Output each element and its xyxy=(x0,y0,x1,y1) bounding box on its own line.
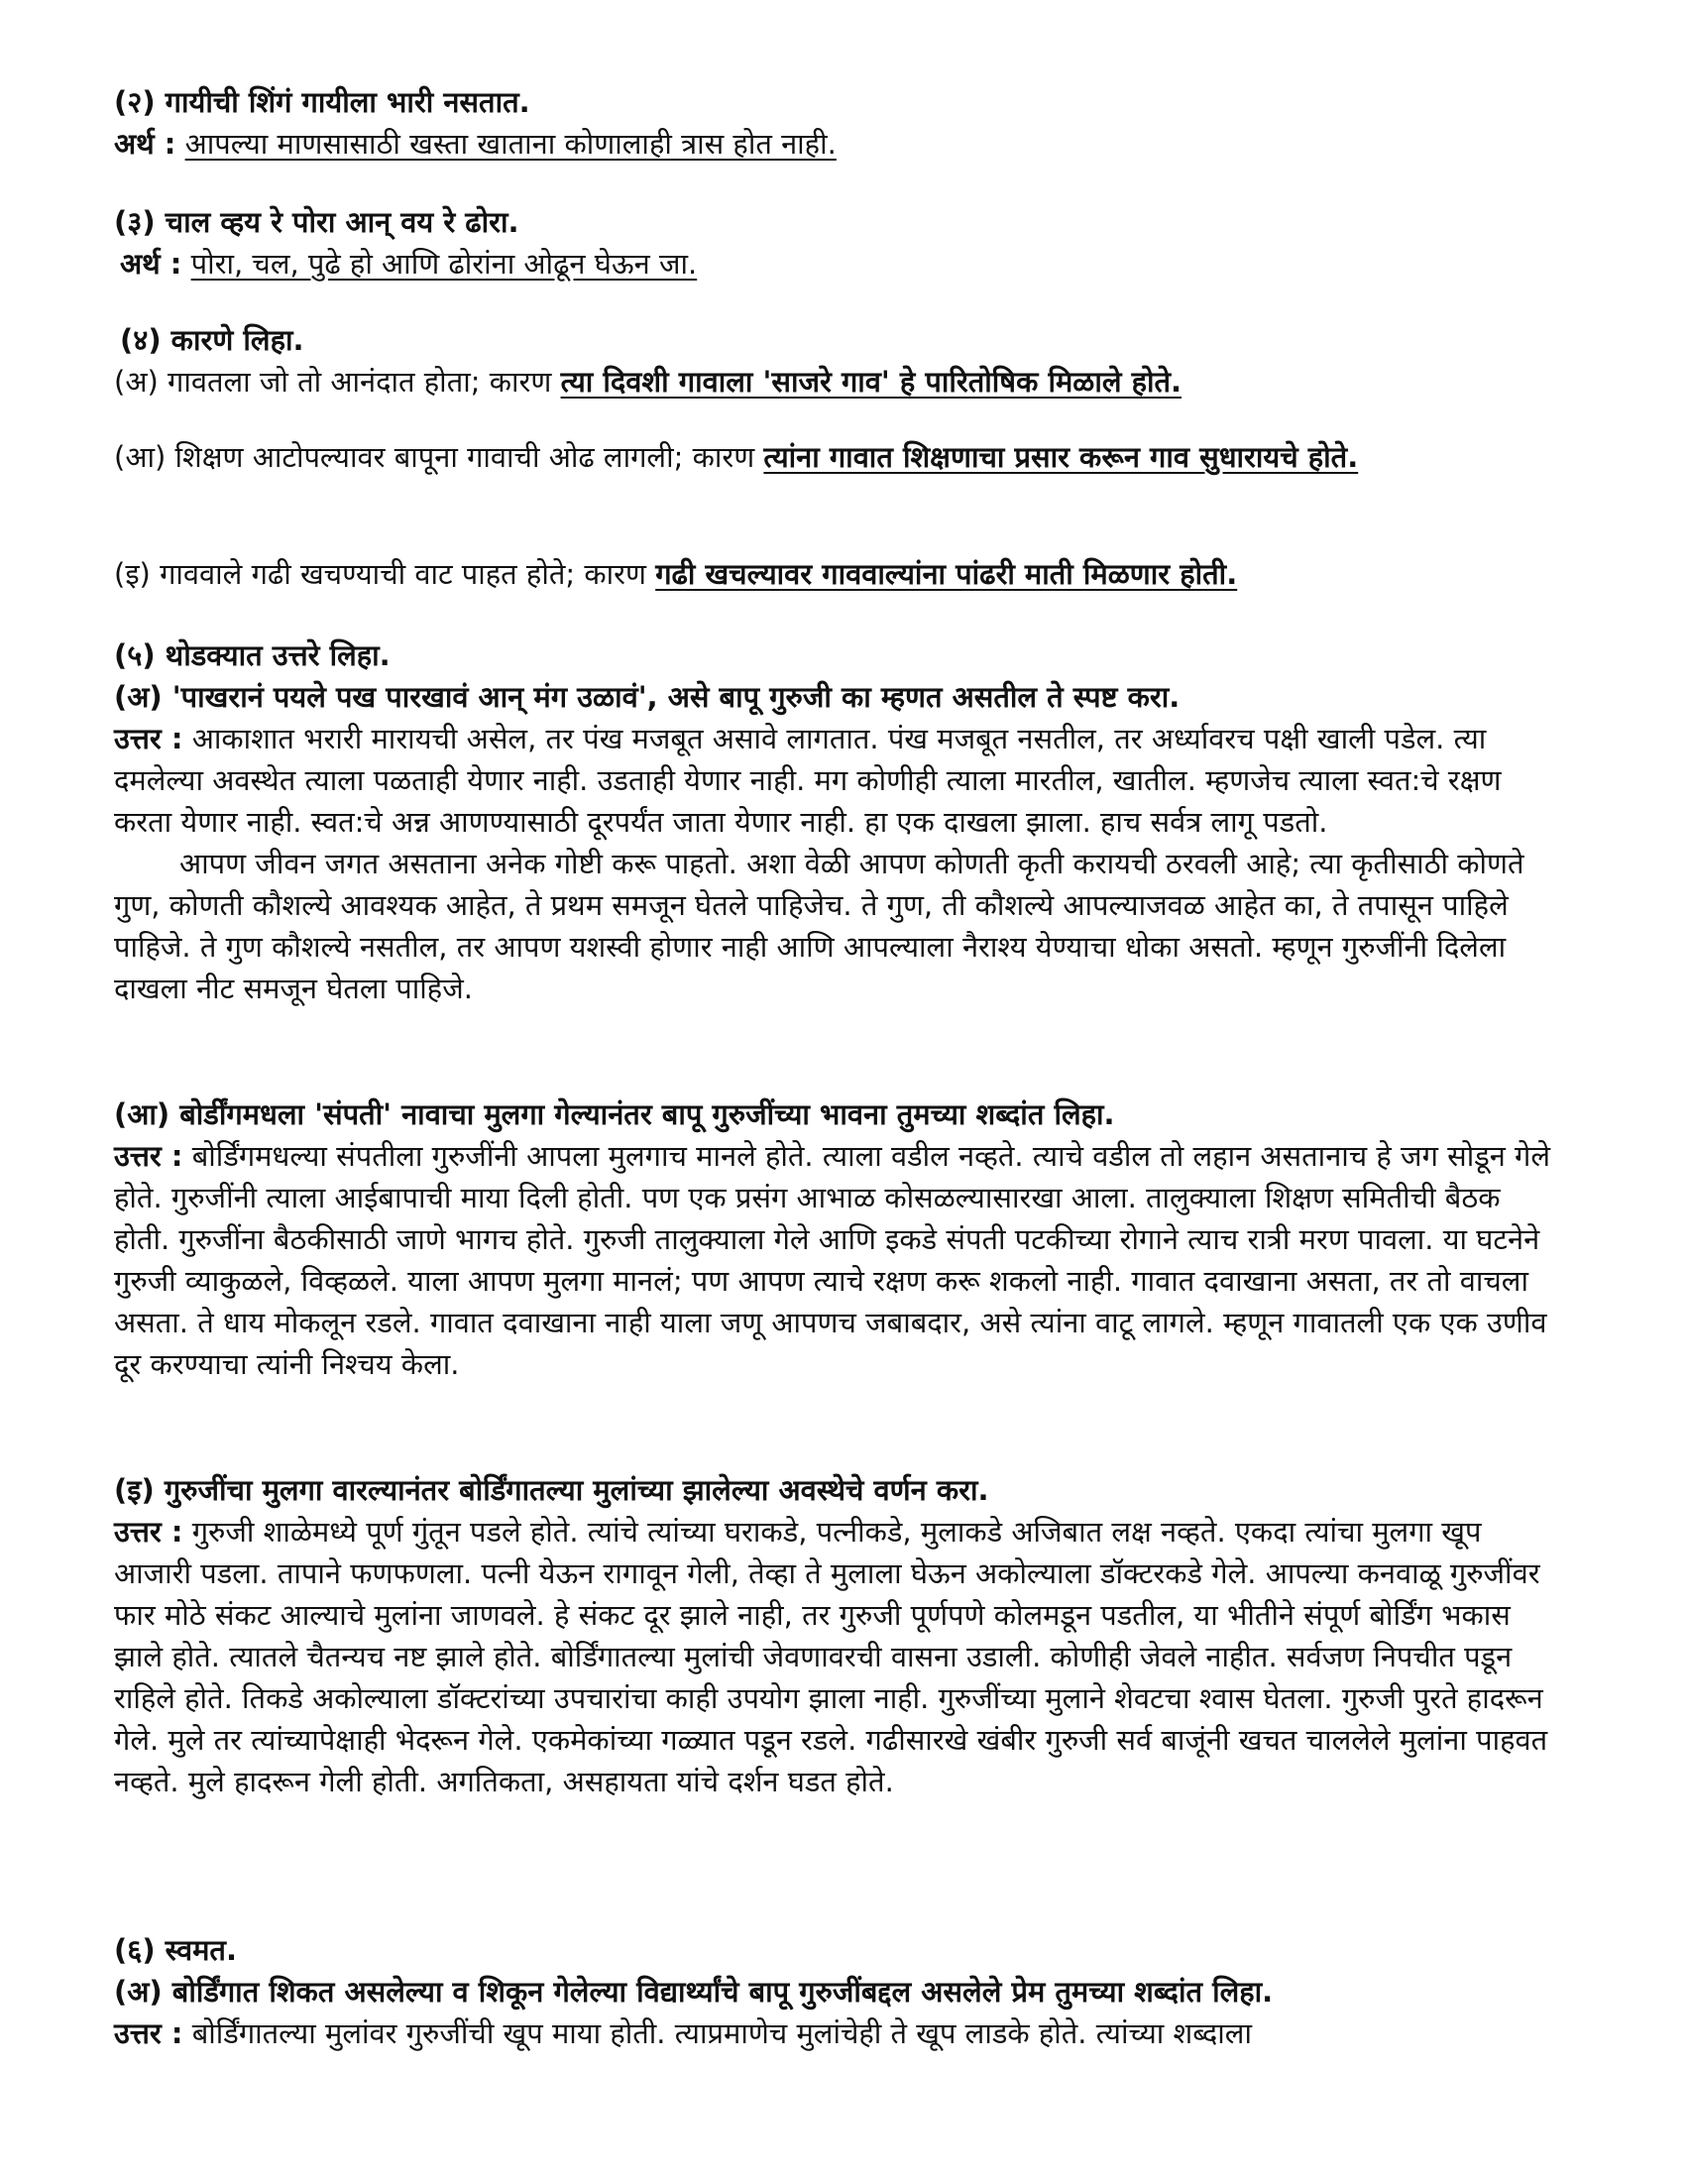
q6-a-answer-text: बोर्डिंगातल्या मुलांवर गुरुजींची खूप माया होती. त्याप्रमाणेच मुलांचेही ते खूप लाडके होते. त्यांच्या शब्दाला xyxy=(191,2016,1252,2050)
q5-block xyxy=(114,634,1561,1009)
q3-title: (३) चाल व्हय रे पोरा आन् वय रे ढोरा. xyxy=(114,205,519,239)
q2-block xyxy=(114,81,1561,165)
q3-block xyxy=(114,201,1561,285)
q4-item-aa xyxy=(114,436,1561,478)
q5-a-answer-p2: आपण जीवन जगत असताना अनेक गोष्टी करू पाहतो. अशा वेळी आपण कोणती कृती करायची ठरवली आहे; त्या कृतीसाठी कोणते गुण, कोणती कौशल्ये आवश्यक आहेत, ते प्रथम समजून घेतले पाहिजेच. ते गुण, ती कौशल्ये आपल्याजवळ आहेत का, ते तपासून पाहिले पाहिजे. ते गुण कौशल्ये नसतील, तर आपण यशस्वी होणार नाही आणि आपल्याला नैराश्य येण्याचा धोका असतो. म्हणून गुरुजींनी दिलेला दाखला नीट समजून घेतला पाहिजे. xyxy=(114,847,1524,1005)
q3-meaning: पोरा, चल, पुढे हो आणि ढोरांना ओढून घेऊन जा. xyxy=(190,247,698,281)
q5-a-answer-p1: आकाशात भरारी मारायची असेल, तर पंख मजबूत असावे लागतात. पंख मजबूत नसतील, तर अर्ध्यावरच पक्षी खाली पडेल. त्या दमलेल्या अवस्थेत त्याला पळताही येणार नाही. उडताही येणार नाही. मग कोणीही त्याला मारतील, खातील. म्हणजेच त्याला स्वत:चे रक्षण करता येणार नाही. स्वत:चे अन्न आणण्यासाठी दूरपर्यंत जाता येणार नाही. हा एक दाखला झाला. हाच सर्वत्र लागू पडतो. xyxy=(114,722,1502,839)
meaning-label: अर्थ : xyxy=(120,247,182,281)
q3-meaning-line xyxy=(114,243,1561,285)
q5-aa-answer xyxy=(114,1135,1561,1385)
q4-title: (४) कारणे लिहा. xyxy=(120,323,304,357)
q6-title: (६) स्वमत. xyxy=(114,1933,237,1967)
q4-item-i xyxy=(114,553,1561,595)
q4-i-answer: गढी खचल्यावर गाववाल्यांना पांढरी माती मिळणार होती. xyxy=(655,557,1238,591)
q2-meaning: आपल्या माणसासाठी खस्ता खाताना कोणालाही त्रास होत नाही. xyxy=(184,127,837,161)
q4-item-a xyxy=(114,361,1561,402)
answer-label: उत्तर : xyxy=(114,722,183,755)
q2-title: (२) गायीची शिंगं गायीला भारी नसतात. xyxy=(114,85,530,119)
q5-a-answer xyxy=(114,718,1561,843)
q5-aa-block xyxy=(114,1093,1561,1385)
q5-title: (५) थोडक्यात उत्तरे लिहा. xyxy=(114,638,391,672)
q5-i-answer xyxy=(114,1511,1561,1802)
q5-aa-question: (आ) बोर्डींगमधला 'संपती' नावाचा मुलगा गेल्यानंतर बापू गुरुजींच्या भावना तुमच्या शब्दांत लिहा. xyxy=(114,1097,1115,1131)
q4-a-answer: त्या दिवशी गावाला 'साजरे गाव' हे पारितोषिक मिळाले होते. xyxy=(560,365,1182,399)
q6-a-answer xyxy=(114,2012,1561,2054)
q4-i-text: (इ) गाववाले गढी खचण्याची वाट पाहत होते; कारण xyxy=(114,557,656,591)
q5-aa-answer-text: बोर्डिंगमधल्या संपतीला गुरुजींनी आपला मुलगाच मानले होते. त्याला वडील नव्हते. त्याचे वडील तो लहान असतानाच हे जग सोडून गेले होते. गुरुजींनी त्याला आईबापाची माया दिली होती. पण एक प्रसंग आभाळ कोसळल्यासारखा आला. तालुक्याला शिक्षण समितीची बैठक होती. गुरुजींना बैठकीसाठी जाणे भागच होते. गुरुजी तालुक्याला गेले आणि इकडे संपती पटकीच्या रोगाने त्याच रात्री मरण पावला. या घटनेने गुरुजी व्याकुळले, विव्हळले. याला आपण मुलगा मानलं; पण आपण त्याचे रक्षण करू शकलो नाही. गावात दवाखाना असता, तर तो वाचला असता. ते धाय मोकलून रडले. गावात दवाखाना नाही याला जणू आपणच जबाबदार, असे त्यांना वाटू लागले. म्हणून गावातली एक एक उणीव दूर करण्याचा त्यांनी निश्चय केला. xyxy=(114,1139,1551,1381)
answer-label: उत्तर : xyxy=(114,2016,183,2050)
q5-i-block xyxy=(114,1469,1561,1802)
q5-i-answer-text: गुरुजी शाळेमध्ये पूर्ण गुंतून पडले होते. त्यांचे त्यांच्या घराकडे, पत्नीकडे, मुलाकडे अजिबात लक्ष नव्हते. एकदा त्यांचा मुलगा खूप आजारी पडला. तापाने फणफणला. पत्नी येऊन रागावून गेली, तेव्हा ते मुलाला घेऊन अकोल्याला डॉक्टरकडे गेले. आपल्या कनवाळू गुरुजींवर फार मोठे संकट आल्याचे मुलांना जाणवले. हे संकट दूर झाले नाही, तर गुरुजी पूर्णपणे कोलमडून पडतील, या भीतीने संपूर्ण बोर्डिंग भकास झाले होते. त्यातले चैतन्यच नष्ट झाले होते. बोर्डिंगातल्या मुलांची जेवणावरची वासना उडाली. कोणीही जेवले नाहीत. सर्वजण निपचीत पडून राहिले होते. तिकडे अकोल्याला डॉक्टरांच्या उपचारांचा काही उपयोग झाला नाही. गुरुजींच्या मुलाने शेवटचा श्वास घेतला. गुरुजी पुरते हादरून गेले. मुले तर त्यांच्यापेक्षाही भेदरून गेले. एकमेकांच्या गळ्यात पडून रडले. गढीसारखे खंबीर गुरुजी सर्व बाजूंनी खचत चाललेले मुलांना पाहवत नव्हते. मुले हादरून गेली होती. अगतिकता, असहायता यांचे दर्शन घडत होते. xyxy=(114,1515,1548,1798)
meaning-label: अर्थ : xyxy=(114,127,176,161)
q5-a-question: (अ) 'पाखरानं पयले पख पारखावं आन् मंग उळावं', असे बापू गुरुजी का म्हणत असतील ते स्पष्ट करा. xyxy=(114,680,1181,714)
q5-i-question: (इ) गुरुजींचा मुलगा वारल्यानंतर बोर्डिंगातल्या मुलांच्या झालेल्या अवस्थेचे वर्णन करा. xyxy=(114,1473,989,1507)
q2-meaning-line xyxy=(114,123,1561,165)
answer-label: उत्तर : xyxy=(114,1139,183,1173)
answer-label: उत्तर : xyxy=(114,1515,183,1549)
q4-block xyxy=(114,319,1561,402)
q6-a-question: (अ) बोर्डिंगात शिकत असलेल्या व शिकून गेलेल्या विद्यार्थ्यांचे बापू गुरुजींबद्दल असलेले प्रेम तुमच्या शब्दांत लिहा. xyxy=(114,1975,1274,2009)
q4-aa-answer: त्यांना गावात शिक्षणाचा प्रसार करून गाव सुधारायचे होते. xyxy=(763,440,1359,474)
q6-block xyxy=(114,1929,1561,2054)
q4-aa-text: (आ) शिक्षण आटोपल्यावर बापूना गावाची ओढ लागली; कारण xyxy=(114,440,764,474)
q4-a-text: (अ) गावतला जो तो आनंदात होता; कारण xyxy=(114,365,561,399)
